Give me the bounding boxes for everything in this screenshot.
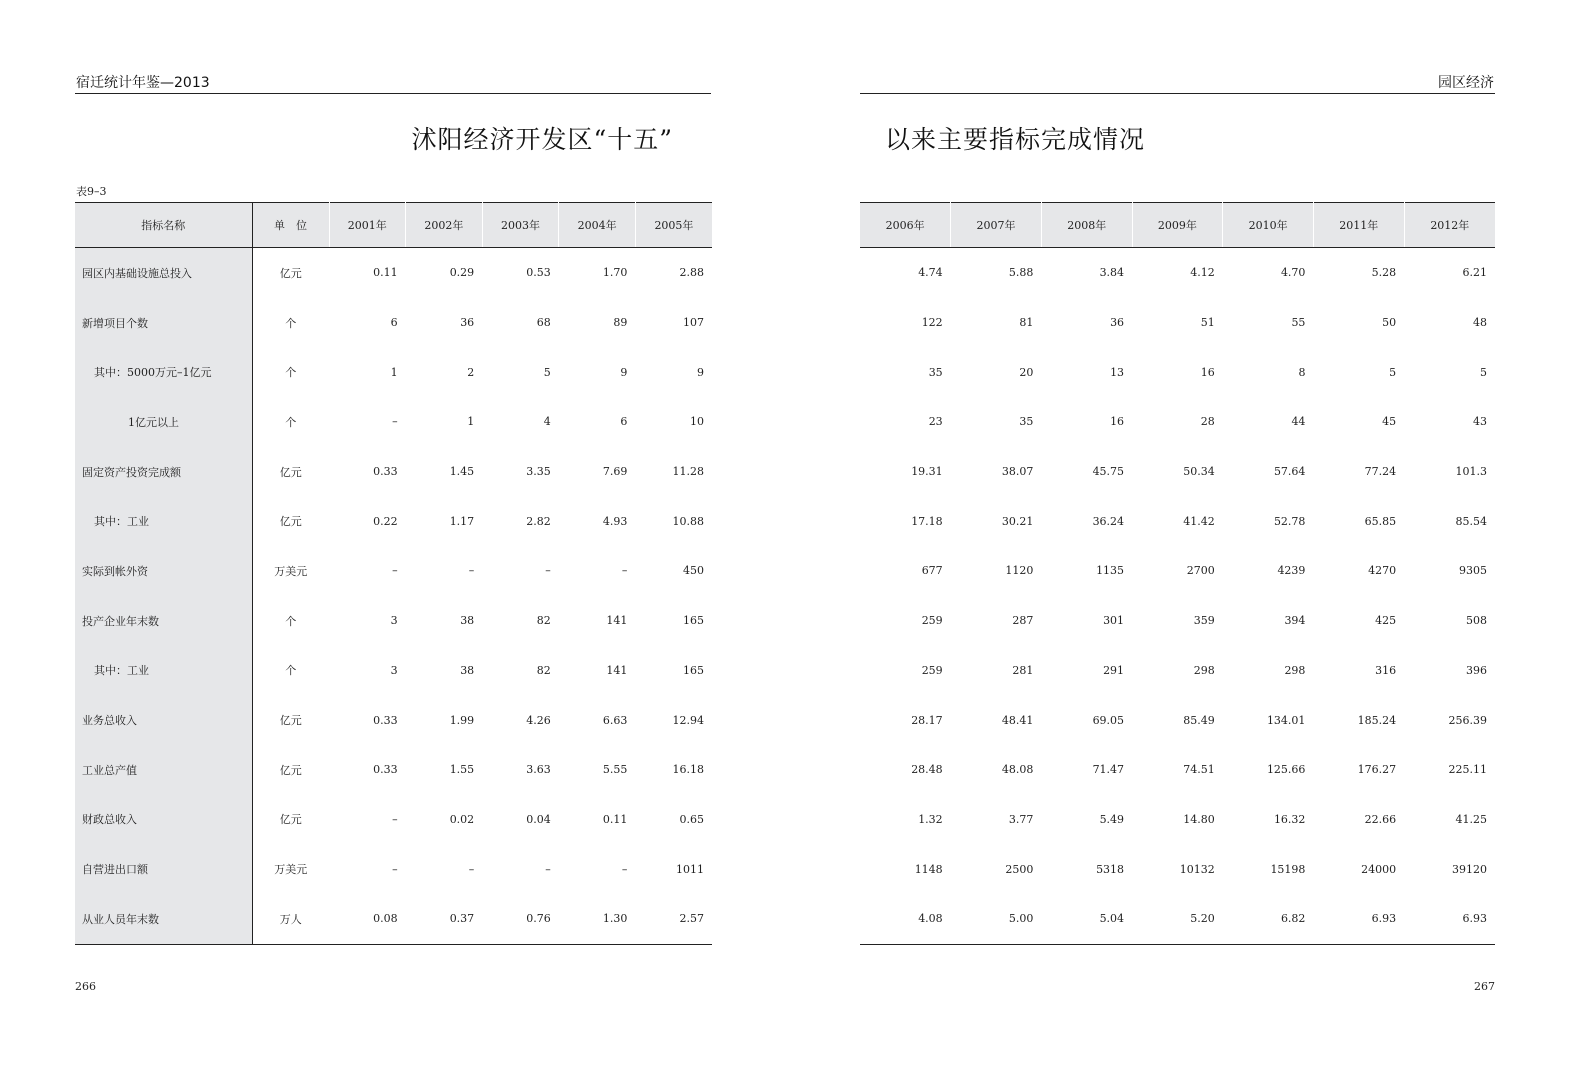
value-cell: 16 bbox=[1110, 415, 1125, 429]
value-cell: 45.75 bbox=[1092, 465, 1125, 479]
value-cell: 10.88 bbox=[672, 514, 704, 528]
indicator-name: 新增项目个数 bbox=[75, 298, 252, 348]
table-row bbox=[860, 844, 1495, 894]
indicator-name: 1亿元以上 bbox=[75, 397, 252, 447]
value-cell: 1.17 bbox=[449, 514, 475, 528]
table-row bbox=[860, 447, 1495, 497]
indicator-unit: 个 bbox=[285, 415, 297, 429]
value-cell: 4.93 bbox=[602, 514, 628, 528]
value-cell: 85.49 bbox=[1183, 713, 1215, 727]
value-cell: 4239 bbox=[1277, 564, 1306, 578]
table-row bbox=[860, 745, 1495, 795]
value-cell: 2 bbox=[467, 365, 475, 379]
value-cell: 0.02 bbox=[449, 812, 475, 826]
value-cell: 101.3 bbox=[1455, 465, 1487, 479]
value-cell: 41.25 bbox=[1455, 812, 1487, 826]
indicator-name: 工业总产值 bbox=[75, 745, 252, 795]
value-cell: 185.24 bbox=[1357, 713, 1397, 727]
value-cell: 10132 bbox=[1179, 862, 1215, 876]
value-cell: 39120 bbox=[1452, 862, 1487, 876]
header-year: 2012年 bbox=[1404, 203, 1495, 248]
value-cell: 50 bbox=[1382, 316, 1397, 330]
table-row bbox=[860, 646, 1495, 696]
table-row bbox=[75, 596, 712, 646]
indicator-name: 从业人员年末数 bbox=[75, 894, 252, 944]
value-cell: 5.04 bbox=[1041, 894, 1132, 944]
value-cell: 0.04 bbox=[526, 812, 551, 826]
value-cell: 225.11 bbox=[1448, 763, 1487, 777]
value-cell: 48.08 bbox=[1001, 763, 1034, 777]
table-row bbox=[860, 795, 1495, 845]
value-cell: 71.47 bbox=[1092, 763, 1125, 777]
value-cell: 6.63 bbox=[602, 713, 628, 727]
value-cell: 4.74 bbox=[918, 266, 943, 280]
value-cell: 16.32 bbox=[1273, 812, 1306, 826]
value-cell: 3.84 bbox=[1099, 266, 1125, 280]
value-cell: 5.00 bbox=[951, 894, 1042, 944]
value-cell: 0.11 bbox=[602, 812, 628, 826]
value-cell: 134.01 bbox=[1266, 713, 1306, 727]
value-cell: 35 bbox=[928, 365, 943, 379]
header-year: 2003年 bbox=[482, 203, 559, 248]
value-cell: 0.29 bbox=[449, 266, 475, 280]
value-cell: 396 bbox=[1466, 663, 1487, 677]
data-table-left bbox=[75, 202, 712, 945]
header-year: 2004年 bbox=[559, 203, 636, 248]
value-cell: 38 bbox=[460, 663, 475, 677]
value-cell: 36 bbox=[1110, 316, 1125, 330]
right-page bbox=[793, 0, 1587, 1077]
value-cell: 1.70 bbox=[602, 266, 628, 280]
value-cell: 4.70 bbox=[1280, 266, 1306, 280]
value-cell: 394 bbox=[1284, 614, 1306, 628]
value-cell: 7.69 bbox=[602, 465, 628, 479]
value-cell: 17.18 bbox=[911, 514, 943, 528]
value-cell: 125.66 bbox=[1266, 763, 1306, 777]
value-cell: 11.28 bbox=[672, 465, 704, 479]
value-cell: 85.54 bbox=[1455, 514, 1487, 528]
indicator-name: 其中：工业 bbox=[75, 496, 252, 546]
header-year: 2007年 bbox=[951, 203, 1042, 248]
value-cell: 3 bbox=[390, 663, 398, 677]
value-cell: 5 bbox=[1480, 365, 1487, 379]
value-cell: 298 bbox=[1284, 663, 1306, 677]
value-cell: 1 bbox=[390, 365, 398, 379]
value-cell: 2.88 bbox=[679, 266, 704, 280]
value-cell: 1.45 bbox=[449, 465, 475, 479]
indicator-name: 自营进出口额 bbox=[75, 844, 252, 894]
indicator-name: 其中：5000万元–1亿元 bbox=[75, 347, 252, 397]
value-cell: 425 bbox=[1375, 614, 1397, 628]
value-cell: – bbox=[392, 862, 398, 876]
table-row bbox=[75, 447, 712, 497]
value-cell: 6.82 bbox=[1223, 894, 1314, 944]
value-cell: 3.35 bbox=[526, 465, 551, 479]
table-row bbox=[75, 248, 712, 298]
value-cell: – bbox=[468, 862, 475, 876]
value-cell: 0.33 bbox=[373, 465, 398, 479]
value-cell: 16 bbox=[1200, 365, 1215, 379]
value-cell: 12.94 bbox=[672, 713, 704, 727]
value-cell: 50.34 bbox=[1183, 465, 1215, 479]
value-cell: 1 bbox=[467, 415, 475, 429]
value-cell: 6 bbox=[620, 415, 628, 429]
table-header-row-right bbox=[860, 203, 1495, 248]
page-title-right: 以来主要指标完成情况 bbox=[885, 125, 1146, 154]
value-cell: 4.26 bbox=[526, 713, 551, 727]
header-unit: 单 位 bbox=[252, 203, 329, 248]
table-row bbox=[860, 298, 1495, 348]
indicator-name: 投产企业年末数 bbox=[75, 596, 252, 646]
value-cell: 4.08 bbox=[860, 894, 951, 944]
indicator-unit: 亿元 bbox=[279, 714, 302, 728]
indicator-unit: 个 bbox=[285, 664, 297, 678]
value-cell: 89 bbox=[613, 316, 628, 330]
indicator-unit: 亿元 bbox=[279, 266, 302, 280]
value-cell: 6.21 bbox=[1462, 266, 1487, 280]
value-cell: 2.82 bbox=[526, 514, 551, 528]
value-cell: 5.28 bbox=[1371, 266, 1397, 280]
value-cell: 6.93 bbox=[1404, 894, 1495, 944]
value-cell: 51 bbox=[1200, 316, 1215, 330]
value-cell: 41.42 bbox=[1183, 514, 1215, 528]
value-cell: 5318 bbox=[1096, 862, 1125, 876]
table-row bbox=[75, 397, 712, 447]
value-cell: 298 bbox=[1193, 663, 1215, 677]
value-cell: 165 bbox=[683, 663, 704, 677]
value-cell: 4.12 bbox=[1190, 266, 1215, 280]
value-cell: 0.11 bbox=[373, 266, 398, 280]
value-cell: 2700 bbox=[1186, 564, 1215, 578]
value-cell: 82 bbox=[536, 663, 551, 677]
value-cell: 81 bbox=[1019, 316, 1034, 330]
value-cell: 1.99 bbox=[449, 713, 475, 727]
header-year: 2011年 bbox=[1313, 203, 1404, 248]
header-year: 2006年 bbox=[860, 203, 951, 248]
running-rule-right bbox=[860, 93, 1495, 94]
value-cell: 13 bbox=[1110, 365, 1125, 379]
value-cell: 20 bbox=[1019, 365, 1034, 379]
value-cell: 82 bbox=[536, 614, 551, 628]
indicator-name: 财政总收入 bbox=[75, 795, 252, 845]
value-cell: 22.66 bbox=[1364, 812, 1397, 826]
value-cell: – bbox=[621, 564, 628, 578]
table-row bbox=[860, 596, 1495, 646]
page-number-left: 266 bbox=[75, 980, 96, 993]
value-cell: 141 bbox=[606, 663, 628, 677]
value-cell: 3.77 bbox=[1008, 812, 1034, 826]
value-cell: 508 bbox=[1466, 614, 1487, 628]
value-cell: 3.63 bbox=[526, 763, 551, 777]
table-row bbox=[75, 298, 712, 348]
value-cell: 38.07 bbox=[1001, 465, 1034, 479]
value-cell: 9 bbox=[697, 365, 704, 379]
value-cell: 1.32 bbox=[918, 812, 943, 826]
header-year: 2008年 bbox=[1041, 203, 1132, 248]
value-cell: 15198 bbox=[1270, 862, 1306, 876]
value-cell: 256.39 bbox=[1448, 713, 1487, 727]
value-cell: 4270 bbox=[1368, 564, 1397, 578]
table-row bbox=[860, 695, 1495, 745]
table-row bbox=[75, 795, 712, 845]
value-cell: 5.49 bbox=[1099, 812, 1125, 826]
running-rule-left bbox=[75, 93, 711, 94]
value-cell: 10 bbox=[690, 415, 704, 429]
value-cell: 141 bbox=[606, 614, 628, 628]
header-year: 2001年 bbox=[329, 203, 406, 248]
indicator-name: 固定资产投资完成额 bbox=[75, 447, 252, 497]
header-year: 2009年 bbox=[1132, 203, 1223, 248]
value-cell: 107 bbox=[683, 316, 704, 330]
left-page bbox=[0, 0, 793, 1077]
header-year: 2010年 bbox=[1223, 203, 1314, 248]
running-head-left: 宿迁统计年鉴—2013 bbox=[76, 75, 210, 91]
value-cell: 3 bbox=[390, 614, 398, 628]
table-code: 表9–3 bbox=[76, 185, 107, 198]
table-row bbox=[75, 844, 712, 894]
value-cell: 5.20 bbox=[1132, 894, 1223, 944]
table-row bbox=[860, 894, 1495, 944]
table-row bbox=[75, 546, 712, 596]
value-cell: – bbox=[392, 415, 398, 429]
value-cell: 1135 bbox=[1096, 564, 1125, 578]
value-cell: – bbox=[545, 862, 551, 876]
value-cell: 0.33 bbox=[373, 763, 398, 777]
indicator-name: 其中：工业 bbox=[75, 646, 252, 696]
value-cell: 5 bbox=[543, 365, 551, 379]
value-cell: 301 bbox=[1103, 614, 1125, 628]
value-cell: 38 bbox=[460, 614, 475, 628]
value-cell: 52.78 bbox=[1273, 514, 1306, 528]
value-cell: 316 bbox=[1375, 663, 1397, 677]
value-cell: 74.51 bbox=[1183, 763, 1215, 777]
value-cell: – bbox=[545, 564, 551, 578]
value-cell: 0.33 bbox=[373, 713, 398, 727]
value-cell: 30.21 bbox=[1001, 514, 1034, 528]
value-cell: 0.08 bbox=[329, 894, 406, 944]
value-cell: 259 bbox=[921, 614, 943, 628]
value-cell: 44 bbox=[1291, 415, 1306, 429]
value-cell: 68 bbox=[536, 316, 551, 330]
value-cell: 43 bbox=[1473, 415, 1487, 429]
value-cell: 69.05 bbox=[1092, 713, 1125, 727]
value-cell: – bbox=[392, 812, 398, 826]
value-cell: 0.65 bbox=[679, 812, 704, 826]
indicator-unit: 亿元 bbox=[279, 465, 302, 479]
value-cell: – bbox=[468, 564, 475, 578]
value-cell: 677 bbox=[921, 564, 943, 578]
table-row bbox=[75, 496, 712, 546]
table-row bbox=[860, 347, 1495, 397]
value-cell: 16.18 bbox=[672, 763, 704, 777]
indicator-name: 园区内基础设施总投入 bbox=[75, 248, 252, 298]
value-cell: 0.22 bbox=[373, 514, 398, 528]
indicator-unit: 个 bbox=[285, 366, 297, 380]
table-row bbox=[860, 397, 1495, 447]
value-cell: 450 bbox=[683, 564, 704, 578]
value-cell: 24000 bbox=[1361, 862, 1397, 876]
indicator-unit: 万美元 bbox=[274, 564, 308, 578]
value-cell: 28.17 bbox=[911, 713, 943, 727]
value-cell: 36 bbox=[460, 316, 475, 330]
indicator-unit: 亿元 bbox=[279, 763, 302, 777]
table-row bbox=[75, 695, 712, 745]
value-cell: 2500 bbox=[1005, 862, 1034, 876]
value-cell: 6 bbox=[390, 316, 398, 330]
value-cell: 35 bbox=[1019, 415, 1034, 429]
indicator-unit: 亿元 bbox=[279, 813, 302, 827]
value-cell: 259 bbox=[921, 663, 943, 677]
value-cell: 1.55 bbox=[449, 763, 475, 777]
table-row bbox=[75, 646, 712, 696]
value-cell: 48.41 bbox=[1001, 713, 1034, 727]
value-cell: 1120 bbox=[1005, 564, 1034, 578]
indicator-unit: 个 bbox=[285, 614, 297, 628]
value-cell: 65.85 bbox=[1364, 514, 1397, 528]
value-cell: 45 bbox=[1382, 415, 1397, 429]
indicator-unit: 亿元 bbox=[279, 515, 302, 529]
value-cell: 0.53 bbox=[526, 266, 551, 280]
value-cell: 5.88 bbox=[1008, 266, 1034, 280]
page-number-right: 267 bbox=[1474, 980, 1495, 993]
value-cell: 2.57 bbox=[635, 894, 712, 944]
value-cell: 55 bbox=[1291, 316, 1306, 330]
indicator-unit: 万人 bbox=[252, 894, 329, 944]
value-cell: 0.76 bbox=[482, 894, 559, 944]
table-row bbox=[75, 894, 712, 944]
value-cell: 19.31 bbox=[911, 465, 943, 479]
value-cell: – bbox=[621, 862, 628, 876]
value-cell: 36.24 bbox=[1092, 514, 1125, 528]
value-cell: 359 bbox=[1193, 614, 1215, 628]
value-cell: 291 bbox=[1103, 663, 1125, 677]
table-row bbox=[860, 546, 1495, 596]
value-cell: 28.48 bbox=[911, 763, 943, 777]
table-row bbox=[860, 496, 1495, 546]
value-cell: 9305 bbox=[1459, 564, 1487, 578]
value-cell: 0.37 bbox=[406, 894, 483, 944]
table-header-row-left bbox=[75, 203, 712, 248]
value-cell: 1.30 bbox=[559, 894, 636, 944]
value-cell: 57.64 bbox=[1273, 465, 1306, 479]
header-year: 2002年 bbox=[406, 203, 483, 248]
table-row bbox=[75, 347, 712, 397]
header-year: 2005年 bbox=[635, 203, 712, 248]
header-indicator-name: 指标名称 bbox=[75, 203, 252, 248]
value-cell: 5.55 bbox=[602, 763, 628, 777]
value-cell: 287 bbox=[1012, 614, 1034, 628]
value-cell: 281 bbox=[1012, 663, 1034, 677]
indicator-unit: 个 bbox=[285, 316, 297, 330]
value-cell: 8 bbox=[1298, 365, 1306, 379]
value-cell: 14.80 bbox=[1183, 812, 1215, 826]
table-row bbox=[860, 248, 1495, 298]
value-cell: 165 bbox=[683, 614, 704, 628]
indicator-name: 业务总收入 bbox=[75, 695, 252, 745]
table-row bbox=[75, 745, 712, 795]
value-cell: 23 bbox=[928, 415, 943, 429]
value-cell: 5 bbox=[1389, 365, 1397, 379]
value-cell: 9 bbox=[620, 365, 628, 379]
value-cell: – bbox=[392, 564, 398, 578]
data-table-right bbox=[860, 202, 1495, 945]
running-head-right: 园区经济 bbox=[1438, 75, 1494, 91]
value-cell: 122 bbox=[921, 316, 943, 330]
value-cell: 4 bbox=[543, 415, 551, 429]
indicator-name: 实际到帐外资 bbox=[75, 546, 252, 596]
value-cell: 48 bbox=[1473, 316, 1487, 330]
value-cell: 77.24 bbox=[1364, 465, 1397, 479]
value-cell: 1011 bbox=[676, 862, 704, 876]
value-cell: 176.27 bbox=[1357, 763, 1397, 777]
value-cell: 28 bbox=[1200, 415, 1215, 429]
value-cell: 6.93 bbox=[1313, 894, 1404, 944]
indicator-unit: 万美元 bbox=[274, 863, 308, 877]
page-title-left: 沭阳经济开发区“十五” bbox=[411, 125, 673, 154]
value-cell: 1148 bbox=[914, 862, 943, 876]
